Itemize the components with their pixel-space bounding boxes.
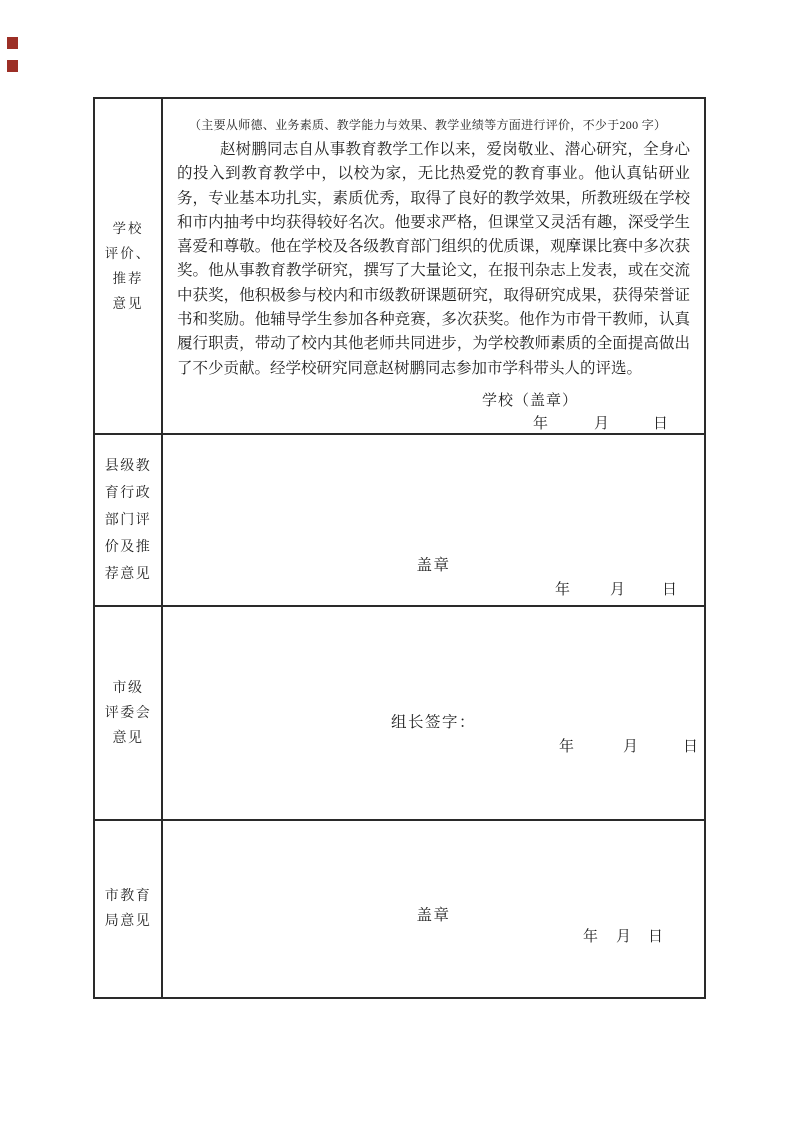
row-school-evaluation <box>95 99 704 435</box>
row-header-county-department <box>95 435 163 605</box>
day-label: 日 <box>652 415 668 432</box>
row-header-text: 意见 <box>112 730 144 746</box>
row-header-text: 市级 <box>112 680 144 696</box>
school-seal-label: 学校（盖章） <box>481 392 578 409</box>
row-header-text: 意见 <box>112 296 144 311</box>
row-header-text: 推荐 <box>112 271 144 286</box>
day-label: 日 <box>661 582 677 598</box>
red-corner-mark <box>7 37 18 49</box>
year-label: 年 <box>558 739 574 755</box>
day-label: 日 <box>647 929 663 945</box>
date-line <box>583 925 663 946</box>
leader-signature-label: 组长签字： <box>390 714 476 731</box>
county-opinion-cell <box>163 435 704 605</box>
row-header-text: 学校 <box>112 221 144 236</box>
row-header-text: 局意见 <box>104 914 152 929</box>
row-header-text: 荐意见 <box>104 566 152 582</box>
seal-label: 盖章 <box>416 557 451 574</box>
day-label: 日 <box>682 739 698 755</box>
row-municipal-jury <box>95 607 704 821</box>
school-evaluation-cell <box>163 99 704 433</box>
month-label: 月 <box>622 739 638 755</box>
row-header-school-evaluation <box>95 99 163 433</box>
seal-label: 盖章 <box>416 907 451 924</box>
row-education-bureau <box>95 821 704 997</box>
year-label: 年 <box>554 582 570 598</box>
row-header-text: 县级教 <box>104 458 152 474</box>
evaluation-table <box>93 97 706 999</box>
evaluation-instructions: （主要从师德、业务素质、教学能力与效果、教学业绩等方面进行评价，不少于200 字） <box>189 118 667 132</box>
row-header-text: 价及推 <box>104 539 152 555</box>
row-header-education-bureau <box>95 821 163 997</box>
row-county-department <box>95 435 704 607</box>
row-header-text: 市教育 <box>104 889 152 904</box>
evaluation-text: 赵树鹏同志自从事教育教学工作以来，爱岗敬业、潜心研究，全身心的投入到教育教学中，以校为家，无比热爱党的教育事业。他认真钻研业务，专业基本功扎实，素质优秀，取得了良好的教学效果，所教班级在学校和市内抽考中均获得较好名次。他要求严格，但课堂又灵活有趣，深受学生喜爱和尊敬。他在学校及各级教育部门组织的优质课，观摩课比赛中多次获奖。他从事教育教学研究，撰写了大量论文，在报刊杂志上发表，或在交流中获奖，他积极参与校内和市级教研课题研究，取得研究成果，获得荣誉证书和奖励。他辅导学生参加各种竞赛，多次获奖。他作为市骨干教师，认真履行职责，带动了校内其他老师共同进步，为学校教师素质的全面提高做出了不少贡献。经学校研究同意赵树鹏同志参加市学科带头人的评选。 <box>177 141 690 377</box>
red-corner-mark <box>7 60 18 72</box>
row-header-text: 部门评 <box>104 512 152 528</box>
jury-opinion-cell <box>163 607 704 819</box>
row-header-text: 评委会 <box>104 705 152 721</box>
year-label: 年 <box>582 929 598 945</box>
row-header-municipal-jury <box>95 607 163 819</box>
bureau-opinion-cell <box>163 821 704 997</box>
row-header-text: 评价、 <box>104 246 152 261</box>
month-label: 月 <box>609 582 625 598</box>
date-line <box>555 578 677 599</box>
month-label: 月 <box>615 929 631 945</box>
year-label: 年 <box>532 415 548 432</box>
date-line <box>177 412 690 433</box>
row-header-text: 育行政 <box>104 485 152 501</box>
month-label: 月 <box>593 415 609 432</box>
date-line <box>559 735 698 756</box>
